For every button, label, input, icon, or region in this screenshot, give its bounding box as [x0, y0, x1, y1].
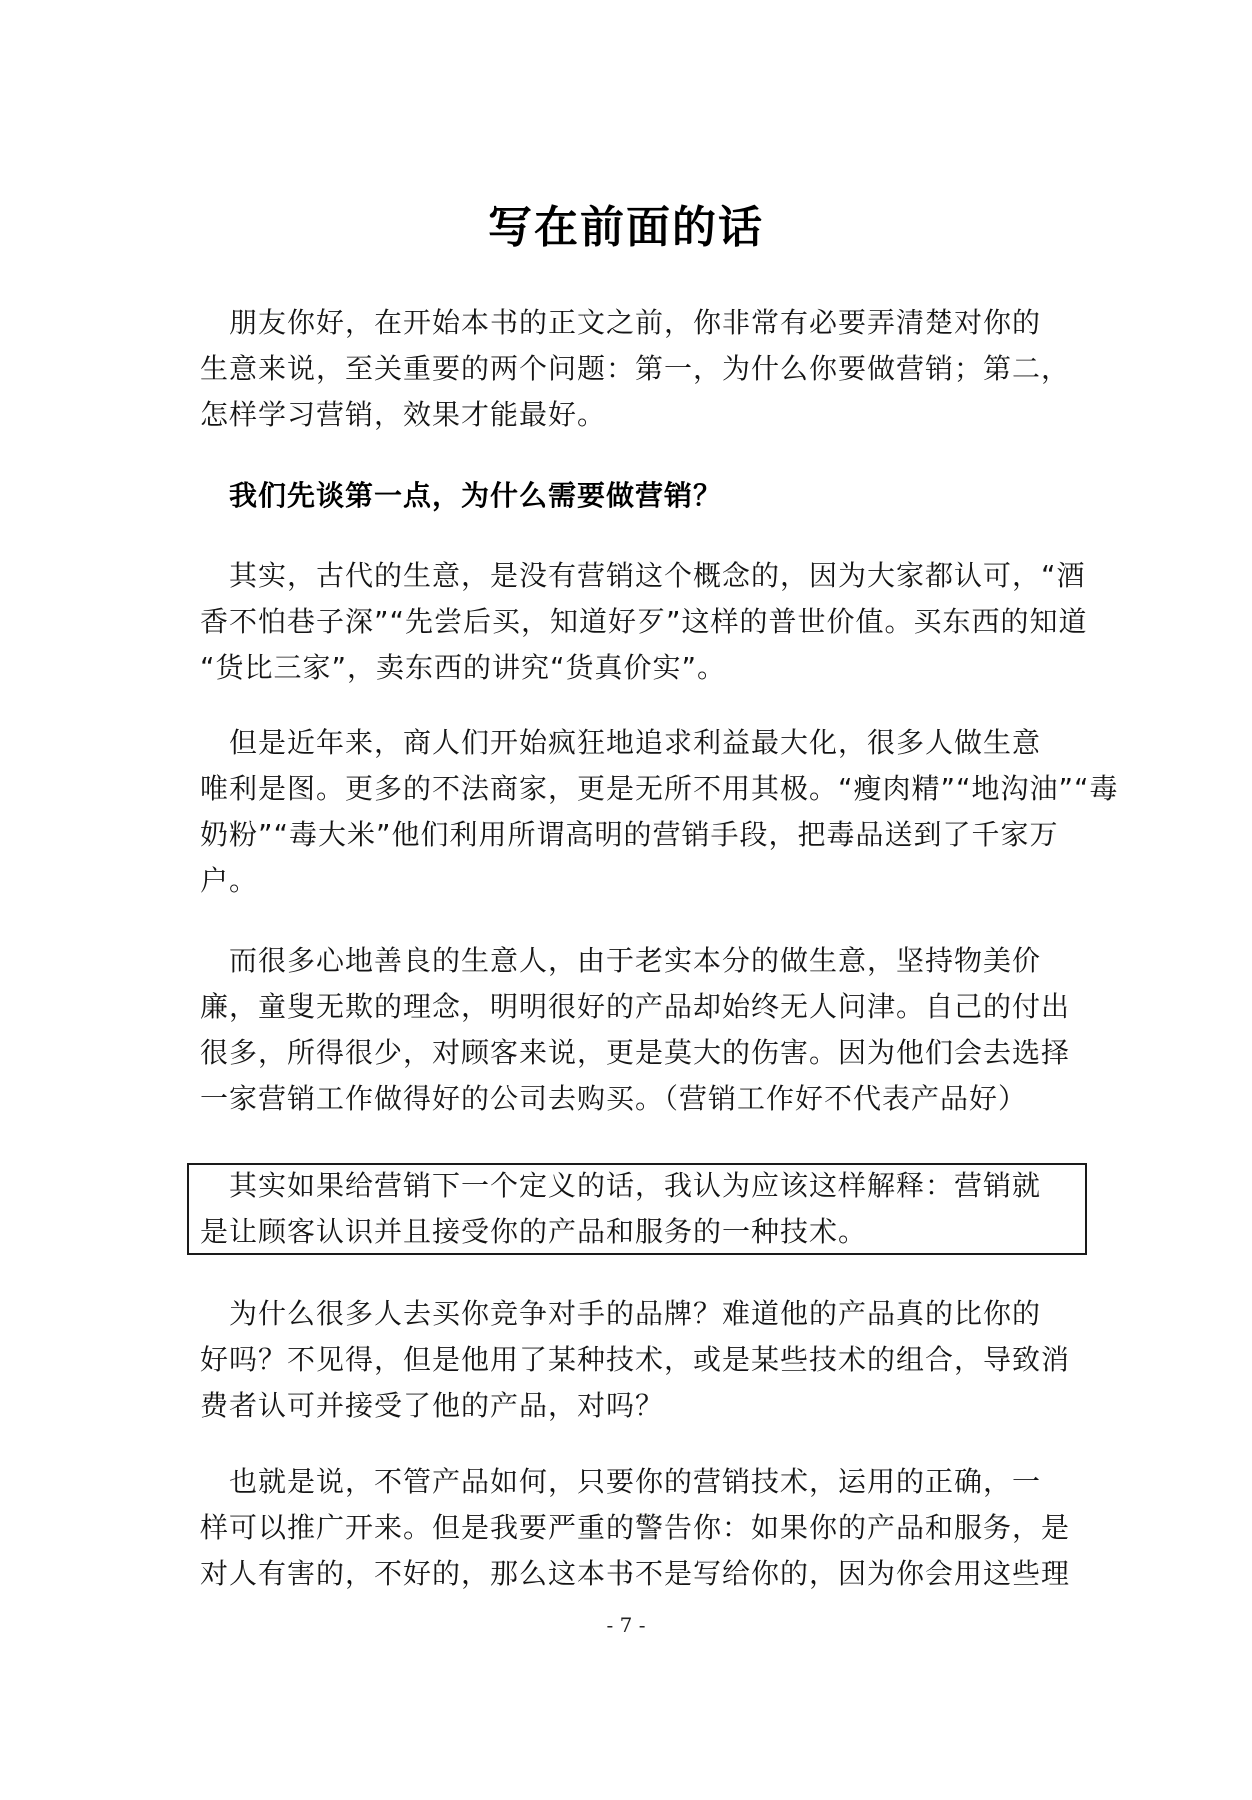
text-line: 朋友你好，在开始本书的正文之前，你非常有必要弄清楚对你的: [200, 306, 1042, 339]
text-line: 也就是说，不管产品如何，只要你的营销技术，运用的正确，一: [200, 1465, 1042, 1498]
text-line: 其实，古代的生意，是没有营销这个概念的，因为大家都认可，“酒: [200, 559, 1086, 592]
paragraph-honest-merchants: [200, 938, 1090, 1122]
text-line: 一家营销工作做得好的公司去购买。（营销工作好不代表产品好）: [200, 1082, 1028, 1115]
paragraph-greeting: [200, 300, 1090, 438]
text-line: 而很多心地善良的生意人，由于老实本分的做生意，坚持物美价: [200, 944, 1042, 977]
text-line: 廉，童叟无欺的理念，明明很好的产品却始终无人问津。自己的付出: [200, 990, 1071, 1023]
section-heading: [200, 473, 1090, 519]
paragraph-definition: [200, 1163, 1090, 1255]
text-line: 奶粉”“毒大米”他们利用所谓高明的营销手段，把毒品送到了千家万: [200, 818, 1059, 851]
text-line: 户。: [200, 864, 259, 897]
paragraph-ancient-business: [200, 553, 1090, 691]
text-line: 香不怕巷子深”“先尝后买，知道好歹”这样的普世价值。买东西的知道: [200, 605, 1088, 638]
text-line: 但是近年来，商人们开始疯狂地追求利益最大化，很多人做生意: [200, 726, 1042, 759]
text-line: 怎样学习营销，效果才能最好。: [200, 398, 607, 431]
text-line: 生意来说，至关重要的两个问题：第一，为什么你要做营销；第二，: [200, 352, 1071, 385]
text-line: 对人有害的，不好的，那么这本书不是写给你的，因为你会用这些理: [200, 1557, 1071, 1590]
text-line: 为什么很多人去买你竞争对手的品牌？难道他的产品真的比你的: [200, 1297, 1042, 1330]
text-line: 其实如果给营销下一个定义的话，我认为应该这样解释：营销就: [200, 1169, 1042, 1202]
paragraph-recent-years: [200, 720, 1119, 904]
paragraph-competitor: [200, 1291, 1090, 1429]
paragraph-warning: [200, 1459, 1090, 1597]
text-line: 是让顾客认识并且接受你的产品和服务的一种技术。: [200, 1215, 868, 1248]
text-line: “货比三家”，卖东西的讲究“货真价实”。: [200, 651, 727, 684]
page-number: - 7 -: [606, 1613, 646, 1637]
page-title: 写在前面的话: [488, 202, 764, 253]
text-line: 好吗？不见得，但是他用了某种技术，或是某些技术的组合，导致消: [200, 1343, 1071, 1376]
text-line: 很多，所得很少，对顾客来说，更是莫大的伤害。因为他们会去选择: [200, 1036, 1071, 1069]
text-line: 费者认可并接受了他的产品，对吗？: [200, 1389, 665, 1422]
text-line: 样可以推广开来。但是我要严重的警告你：如果你的产品和服务，是: [200, 1511, 1071, 1544]
text-line: 唯利是图。更多的不法商家，更是无所不用其极。“瘦肉精”“地沟油”“毒: [200, 772, 1119, 805]
heading-line: 我们先谈第一点，为什么需要做营销？: [200, 479, 723, 512]
